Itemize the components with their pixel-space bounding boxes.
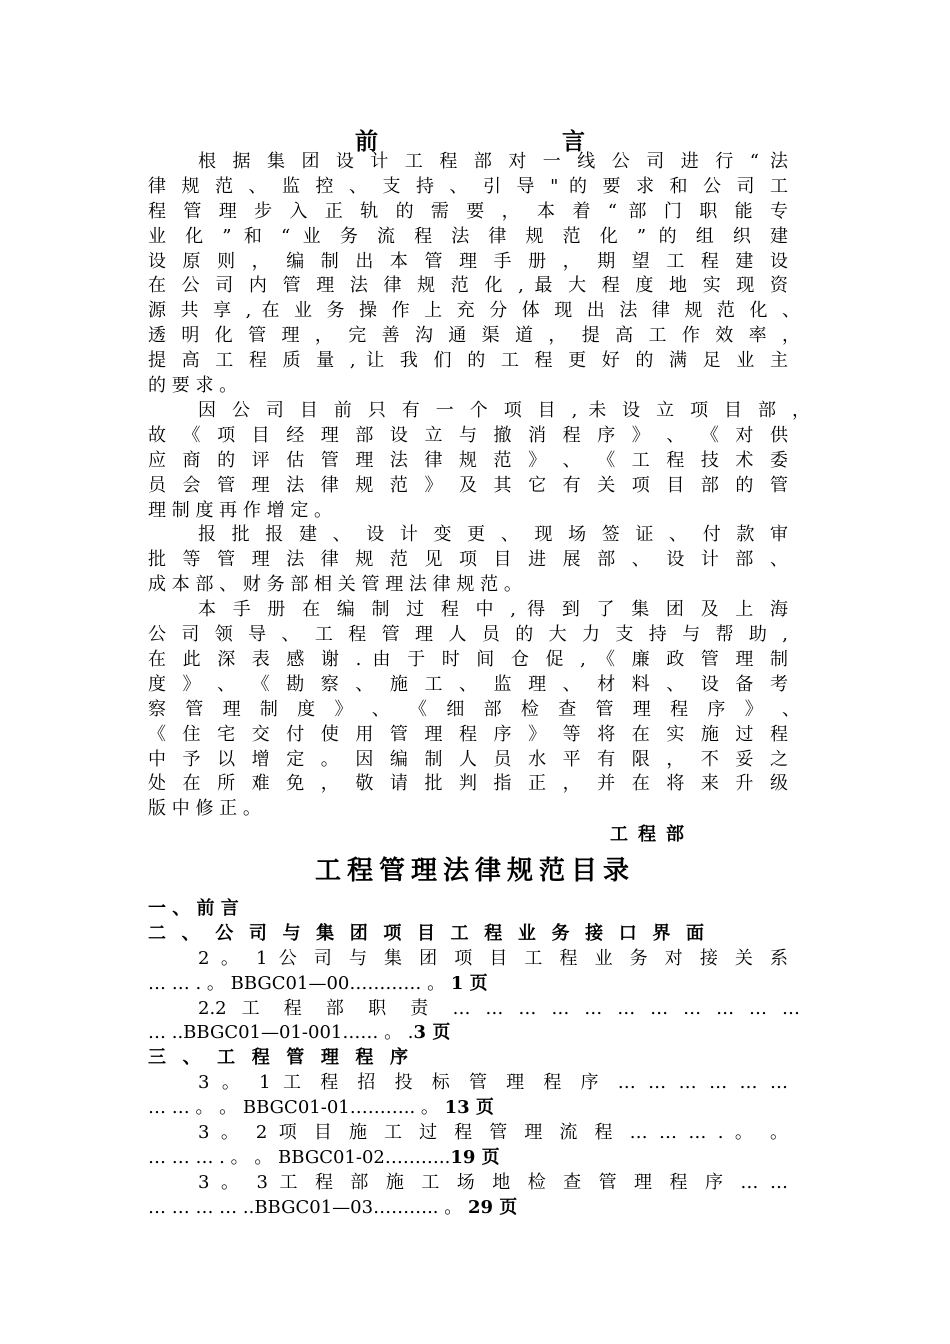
preface-line: 设 原 则 ， 编 制 出 本 管 理 手 册 ， 期 望 工 程 建 设: [148, 251, 788, 272]
preface-line: 察 管 理 制 度 》 、 《 细 部 检 查 管 理 程 序 》 、: [148, 699, 800, 720]
toc-entry-text: … … … … ..BBGC01—03……….. 。: [148, 1197, 468, 1218]
toc-heading: 二 、 公 司 与 集 团 项 目 工 程 业 务 接 口 界 面: [148, 923, 704, 944]
preface-line: 根 据 集 团 设 计 工 程 部 对 一 线 公 司 进 行 “ 法: [198, 151, 789, 172]
preface-line: 度 》 、 《 勘 察 、 施 工 、 监 理 、 材 料 、 设 备 考: [148, 674, 788, 695]
preface-line: 《 住 宅 交 付 使 用 管 理 程 序 》 等 将 在 实 施 过 程: [148, 724, 788, 745]
toc-page-number: 1 页: [450, 973, 488, 994]
preface-line: 源 共 享 , 在 业 务 操 作 上 充 分 体 现 出 法 律 规 范 化 、: [148, 300, 800, 321]
toc-entry: [148, 1095, 788, 1120]
toc-heading: 一 、 前 言: [148, 898, 239, 919]
toc-page-number: 13 页: [444, 1097, 494, 1118]
toc-page-number: 3 页: [413, 1022, 451, 1043]
toc-entry: [148, 1145, 788, 1170]
preface-line: 律 规 范 、 监 控 、 支 持 、 引 导 " 的 要 求 和 公 司 工: [148, 176, 788, 197]
toc-entry: 3 。 1 工 程 招 投 标 管 理 程 序 … … … … … …: [198, 1072, 788, 1093]
toc-entry: 3 。 2 项 目 施 工 过 程 管 理 流 程 … … … . 。 。: [198, 1122, 788, 1143]
toc-page-number: 19 页: [450, 1147, 500, 1168]
toc-title: 工程管理法律规范目录: [314, 856, 635, 886]
preface-line: 理 制 度 再 作 增 定 。: [148, 500, 333, 521]
preface-line: 成 本 部 、 财 务 部 相 关 管 理 法 律 规 范 。: [148, 574, 522, 595]
toc-heading: 三 、 工 程 管 理 程 序: [148, 1047, 408, 1068]
preface-line: 因 公 司 目 前 只 有 一 个 项 目 , 未 设 立 项 目 部 ，: [198, 400, 810, 421]
preface-line: 中 予 以 增 定 。 因 编 制 人 员 水 平 有 限 ， 不 妥 之: [148, 749, 788, 770]
preface-title-right: 言: [562, 128, 585, 155]
preface-line: 业 化 ” 和 “ 业 务 流 程 法 律 规 范 化 ” 的 组 织 建: [148, 226, 788, 247]
preface-line: 员 会 管 理 法 律 规 范 》 及 其 它 有 关 项 目 部 的 管: [148, 475, 788, 496]
preface-line: 处 在 所 难 免 ， 敬 请 批 判 指 正 ， 并 在 将 来 升 级: [148, 773, 788, 794]
toc-entry-text: … … . 。 BBGC01—00………… 。: [148, 973, 451, 994]
toc-entry: 2 。 1 公 司 与 集 团 项 目 工 程 业 务 对 接 关 系: [198, 948, 788, 969]
preface-title-left: 前: [355, 128, 378, 155]
toc-page-number: 29 页: [467, 1197, 518, 1218]
preface-line: 报 批 报 建 、 设 计 变 更 、 现 场 签 证 、 付 款 审: [198, 524, 788, 545]
preface-line: 提 高 工 程 质 量 , 让 我 们 的 工 程 更 好 的 满 足 业 主: [148, 350, 788, 371]
preface-line: 本 手 册 在 编 制 过 程 中 , 得 到 了 集 团 及 上 海: [198, 599, 788, 620]
preface-line: 批 等 管 理 法 律 规 范 见 项 目 进 展 部 、 设 计 部 、: [148, 549, 788, 570]
preface-line: 在 此 深 表 感 谢 . 由 于 时 间 仓 促 , 《 廉 政 管 理 制: [148, 649, 788, 670]
preface-line: 的 要 求 。: [148, 375, 238, 396]
preface-line: 故 《 项 目 经 理 部 设 立 与 撤 消 程 序 》 、 《 对 供: [148, 425, 788, 446]
toc-entry: [148, 1020, 788, 1045]
toc-entry-text: … ..BBGC01—01-001…… 。 .: [148, 1022, 414, 1043]
toc-entry: [148, 1195, 788, 1220]
preface-line: 在 公 司 内 管 理 法 律 规 范 化 , 最 大 程 度 地 实 现 资: [148, 275, 788, 296]
toc-entry-text: … … 。 。 BBGC01-01……….. 。: [148, 1097, 445, 1118]
toc-entry: 3 。 3 工 程 部 施 工 场 地 检 查 管 理 程 序 … …: [198, 1172, 788, 1193]
preface-line: 公 司 领 导 、 工 程 管 理 人 员 的 大 力 支 持 与 帮 助 ,: [148, 624, 788, 645]
preface-line: 透 明 化 管 理 ， 完 善 沟 通 渠 道 ， 提 高 工 作 效 率 ，: [148, 325, 800, 346]
toc-entry-text: … … … . 。 。 BBGC01-02………..: [148, 1147, 451, 1168]
toc-entry: [148, 971, 788, 996]
toc-entry: 2.2 工 程 部 职 责 … … … … … … … … … … …: [198, 998, 800, 1019]
preface-line: 程 管 理 步 入 正 轨 的 需 要 ， 本 着 “ 部 门 职 能 专: [148, 201, 788, 222]
preface-line: 应 商 的 评 估 管 理 法 律 规 范 》 、 《 工 程 技 术 委: [148, 450, 788, 471]
preface-line: 版 中 修 正 。: [148, 798, 261, 819]
preface-signature: 工程部: [610, 824, 694, 845]
